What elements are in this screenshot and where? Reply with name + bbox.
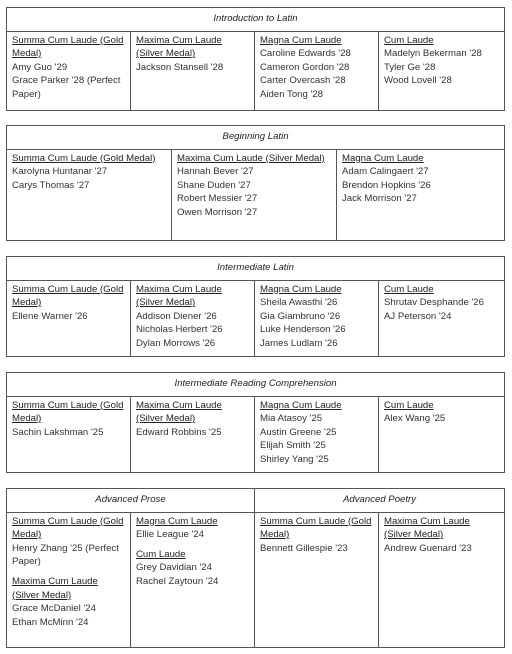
student-entry: Caroline Edwards '28 <box>260 48 351 60</box>
student-entry: Mia Atasoy '25 <box>260 413 323 425</box>
student-entry: Rachel Zaytoun '24 <box>136 575 219 587</box>
award-heading: Magna Cum Laude <box>260 34 342 46</box>
award-heading: Summa Cum Laude (Gold Medal) <box>12 283 124 309</box>
student-entry: Alex Wang '25 <box>384 413 446 425</box>
award-heading: Cum Laude <box>384 283 434 295</box>
award-heading: Summa Cum Laude (Gold Medal) <box>260 515 372 541</box>
student-entry: Addison Diener '26 <box>136 310 217 322</box>
student-entry: Elijah Smith '25 <box>260 440 326 452</box>
award-heading: Magna Cum Laude <box>260 399 342 411</box>
section-title: Intermediate Latin <box>7 257 505 281</box>
award-heading: Maxima Cum Laude (Silver Medal) <box>177 152 325 164</box>
student-entry: AJ Peterson '24 <box>384 310 452 322</box>
student-entry: Shrutav Desphande '26 <box>384 297 484 309</box>
student-entry: Ethan McMinn '24 <box>12 616 89 628</box>
student-entry: Ellie League '24 <box>136 529 204 541</box>
student-entry: Jack Morrison '27 <box>342 193 417 205</box>
student-entry: Grey Davidian '24 <box>136 562 212 574</box>
section-title: Intermediate Reading Comprehension <box>7 373 505 397</box>
student-entry: Bennett Gillespie '23 <box>260 542 348 554</box>
student-entry: Owen Morrison '27 <box>177 206 258 218</box>
award-heading: Maxima Cum Laude (Silver Medal) <box>136 34 222 60</box>
intermediate-latin-table <box>6 256 505 357</box>
student-entry: Nicholas Herbert '26 <box>136 324 223 336</box>
student-entry: Ellene Warner '26 <box>12 310 88 322</box>
student-entry: Austin Greene '25 <box>260 426 337 438</box>
student-entry: Wood Lovell '28 <box>384 75 452 87</box>
student-entry: James Ludlam '26 <box>260 337 338 349</box>
student-entry: Robert Messier '27 <box>177 193 258 205</box>
student-entry: Madelyn Bekerman '28 <box>384 48 482 60</box>
intermediate-reading-table <box>6 372 505 473</box>
student-entry: Grace McDaniel '24 <box>12 603 96 615</box>
award-heading: Magna Cum Laude <box>136 515 218 527</box>
magna-cell <box>337 149 505 240</box>
student-entry: Dylan Morrows '26 <box>136 337 216 349</box>
maxima-cell <box>131 280 255 356</box>
maxima-cell <box>131 396 255 472</box>
award-heading: Summa Cum Laude (Gold Medal) <box>12 515 124 541</box>
student-entry: Karolyna Huntanar '27 <box>12 166 108 178</box>
student-entry: Andrew Guenard '23 <box>384 542 472 554</box>
poetry-cell-left <box>255 512 379 647</box>
student-entry: Hannah Bever '27 <box>177 166 254 178</box>
student-entry: Amy Guo '29 <box>12 61 68 73</box>
prose-cell-left <box>7 512 131 647</box>
student-entry: Carter Overcash '28 <box>260 75 346 87</box>
magna-cell <box>255 396 379 472</box>
beginning-latin-table <box>6 125 505 241</box>
student-entry: Shirley Yang '25 <box>260 453 329 465</box>
student-entry: Tyler Ge '28 <box>384 61 436 73</box>
cum-cell <box>379 280 505 356</box>
award-heading: Cum Laude <box>384 399 434 411</box>
student-entry: Shane Duden '27 <box>177 179 251 191</box>
award-heading: Cum Laude <box>136 548 186 560</box>
award-heading: Summa Cum Laude (Gold Medal) <box>12 152 156 164</box>
award-heading: Maxima Cum Laude (Silver Medal) <box>136 283 222 309</box>
cum-cell <box>379 31 505 110</box>
summa-cell <box>7 280 131 356</box>
student-entry: Edward Robbins '25 <box>136 426 222 438</box>
summa-cell <box>7 149 172 240</box>
student-entry: Sheila Awasthi '26 <box>260 297 338 309</box>
award-heading: Maxima Cum Laude (Silver Medal) <box>136 399 222 425</box>
intro-latin-table <box>6 7 505 111</box>
student-entry: Aiden Tong '28 <box>260 88 324 100</box>
student-entry: Gia Giambruno '26 <box>260 310 341 322</box>
maxima-cell <box>172 149 337 240</box>
student-entry: Cameron Gordon '28 <box>260 61 350 73</box>
student-entry: Brendon Hopkins '26 <box>342 179 431 191</box>
prose-cell-right <box>131 512 255 647</box>
award-heading: Maxima Cum Laude (Silver Medal) <box>384 515 470 541</box>
student-entry: Carys Thomas '27 <box>12 179 90 191</box>
magna-cell <box>255 280 379 356</box>
section-title: Introduction to Latin <box>7 8 505 32</box>
award-heading: Maxima Cum Laude (Silver Medal) <box>12 575 98 601</box>
award-heading: Summa Cum Laude (Gold Medal) <box>12 34 124 60</box>
student-entry: Henry Zhang '25 (Perfect Paper) <box>12 542 119 568</box>
student-entry: Grace Parker '28 (Perfect Paper) <box>12 75 121 100</box>
magna-cell <box>255 31 379 110</box>
award-heading: Magna Cum Laude <box>342 152 424 164</box>
award-heading: Summa Cum Laude (Gold Medal) <box>12 399 124 425</box>
student-entry: Adam Calingaert '27 <box>342 166 429 178</box>
award-heading: Cum Laude <box>384 34 434 46</box>
summa-cell <box>7 396 131 472</box>
section-title-poetry: Advanced Poetry <box>255 489 505 513</box>
student-entry: Luke Henderson '26 <box>260 324 346 336</box>
poetry-cell-right <box>379 512 505 647</box>
maxima-cell <box>131 31 255 110</box>
student-entry: Jackson Stansell '28 <box>136 61 224 73</box>
award-heading: Magna Cum Laude <box>260 283 342 295</box>
student-entry: Sachin Lakshman '25 <box>12 426 104 438</box>
cum-cell <box>379 396 505 472</box>
summa-cell <box>7 31 131 110</box>
section-title: Beginning Latin <box>7 126 505 150</box>
section-title-prose: Advanced Prose <box>7 489 255 513</box>
advanced-table <box>6 488 505 648</box>
